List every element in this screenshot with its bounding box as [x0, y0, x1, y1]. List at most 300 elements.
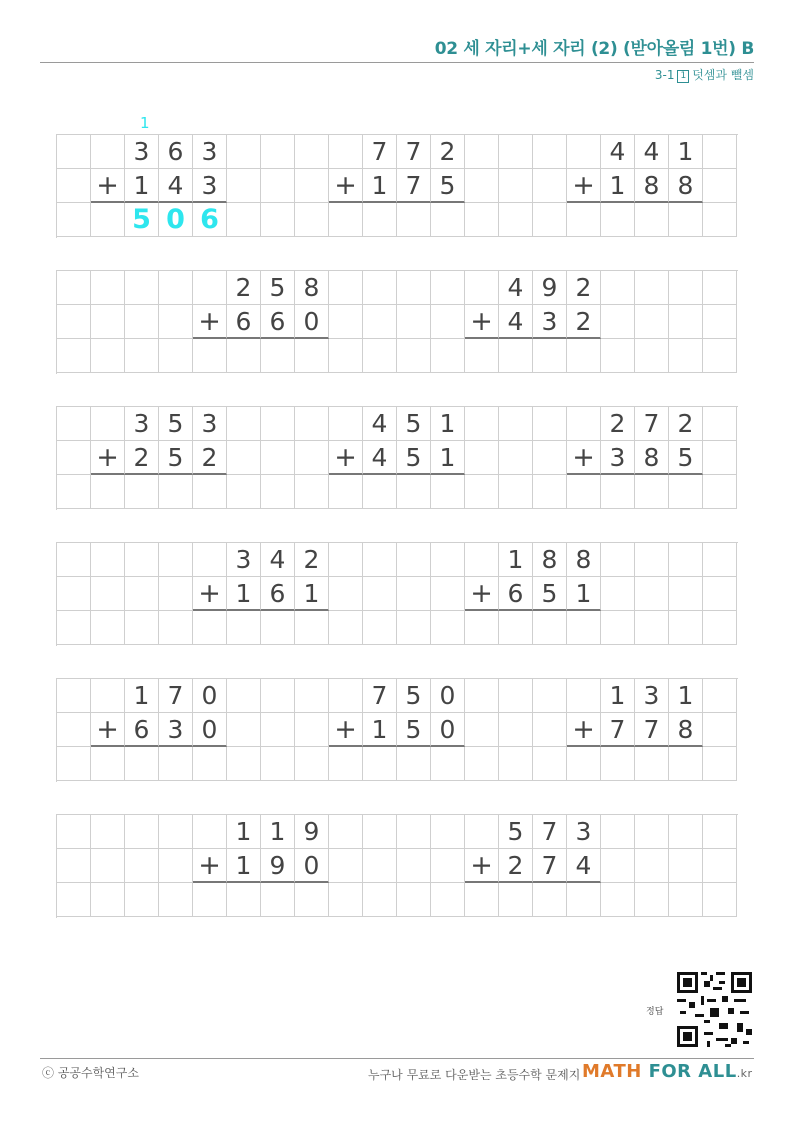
top-digit: 9 [295, 815, 329, 849]
grid-cell [431, 611, 465, 645]
problem-grid [56, 814, 738, 918]
bottom-digit: 3 [193, 169, 227, 203]
grid-cell [601, 611, 635, 645]
answer-cell[interactable] [193, 747, 227, 781]
bottom-digit: 1 [227, 849, 261, 883]
answer-cell[interactable] [125, 747, 159, 781]
grid-cell [57, 713, 91, 747]
top-digit: 3 [193, 135, 227, 169]
answer-cell[interactable] [635, 747, 669, 781]
grid-cell [567, 407, 601, 441]
answer-cell[interactable]: 5 [125, 203, 159, 237]
grid-cell [261, 747, 295, 781]
grid-cell [465, 475, 499, 509]
grid-cell [669, 611, 703, 645]
top-digit: 4 [635, 135, 669, 169]
grid-cell [465, 679, 499, 713]
bottom-digit: 0 [193, 713, 227, 747]
grid-cell [91, 339, 125, 373]
grid-cell [703, 135, 737, 169]
grid-cell [329, 747, 363, 781]
grid-cell [329, 271, 363, 305]
answer-cell[interactable] [397, 203, 431, 237]
grid-cell [227, 135, 261, 169]
top-digit: 2 [431, 135, 465, 169]
grid-cell [635, 883, 669, 917]
grid-cell [329, 135, 363, 169]
top-digit: 7 [533, 815, 567, 849]
answer-cell[interactable] [295, 883, 329, 917]
grid-cell [295, 407, 329, 441]
answer-cell[interactable] [227, 339, 261, 373]
grid-cell [431, 577, 465, 611]
grid-cell [125, 611, 159, 645]
grid-cell [669, 815, 703, 849]
brand-kr: .kr [736, 1067, 753, 1080]
top-digit: 4 [363, 407, 397, 441]
top-digit: 1 [431, 407, 465, 441]
grid-cell [363, 611, 397, 645]
grid-cell [193, 543, 227, 577]
plus-sign: + [91, 713, 125, 747]
grid-cell [635, 577, 669, 611]
plus-sign: + [329, 169, 363, 203]
grid-cell [193, 883, 227, 917]
grid-cell [465, 611, 499, 645]
grid-cell [703, 203, 737, 237]
top-digit: 4 [261, 543, 295, 577]
grid-cell [261, 203, 295, 237]
top-digit: 3 [227, 543, 261, 577]
grid-cell [227, 679, 261, 713]
bottom-digit: 7 [533, 849, 567, 883]
grid-cell [397, 339, 431, 373]
grid-cell [329, 543, 363, 577]
grid-cell [261, 135, 295, 169]
answer-cell[interactable] [261, 883, 295, 917]
top-digit: 1 [499, 543, 533, 577]
answer-cell[interactable] [567, 339, 601, 373]
answer-cell[interactable] [635, 475, 669, 509]
grid-cell [125, 543, 159, 577]
bottom-digit: 1 [227, 577, 261, 611]
bottom-digit: 1 [567, 577, 601, 611]
answer-cell[interactable] [499, 611, 533, 645]
top-digit: 1 [261, 815, 295, 849]
problem-grid [56, 134, 738, 238]
bottom-digit: 8 [635, 169, 669, 203]
grid-cell [635, 305, 669, 339]
grid-cell [91, 543, 125, 577]
top-digit: 7 [363, 135, 397, 169]
grid-cell [499, 747, 533, 781]
answer-cell[interactable] [159, 747, 193, 781]
top-digit: 7 [159, 679, 193, 713]
grid-cell [329, 679, 363, 713]
grid-cell [295, 441, 329, 475]
grid-cell [159, 611, 193, 645]
grid-cell [703, 169, 737, 203]
grid-cell [669, 339, 703, 373]
grid-cell [91, 883, 125, 917]
grid-cell [193, 611, 227, 645]
bottom-digit: 1 [363, 169, 397, 203]
grid-cell [159, 543, 193, 577]
grid-cell [91, 577, 125, 611]
grid-cell [703, 305, 737, 339]
answer-cell[interactable] [193, 475, 227, 509]
grid-cell [329, 407, 363, 441]
grid-cell [635, 611, 669, 645]
unit-name: 덧셈과 뺄셈 [692, 68, 754, 82]
bottom-digit: 3 [533, 305, 567, 339]
grid-cell [397, 271, 431, 305]
grid-cell [601, 577, 635, 611]
grid-cell [295, 169, 329, 203]
grid-cell [91, 747, 125, 781]
answer-cell[interactable] [159, 475, 193, 509]
bottom-digit: 6 [261, 305, 295, 339]
grid-cell [57, 407, 91, 441]
answer-cell[interactable] [295, 611, 329, 645]
plus-sign: + [567, 169, 601, 203]
grid-cell [499, 169, 533, 203]
plus-sign: + [465, 849, 499, 883]
grid-cell [465, 135, 499, 169]
grid-cell [125, 849, 159, 883]
answer-cell[interactable] [567, 611, 601, 645]
grid-cell [295, 135, 329, 169]
grid-cell [669, 883, 703, 917]
grid-cell [635, 339, 669, 373]
grid-cell [329, 475, 363, 509]
grid-cell [669, 305, 703, 339]
answer-cell[interactable] [295, 339, 329, 373]
answer-cell[interactable]: 0 [159, 203, 193, 237]
grid-cell [295, 713, 329, 747]
plus-sign: + [465, 577, 499, 611]
bottom-digit: 7 [601, 713, 635, 747]
plus-sign: + [329, 713, 363, 747]
bottom-digit: 1 [601, 169, 635, 203]
answer-cell[interactable] [499, 883, 533, 917]
grid-cell [91, 203, 125, 237]
grid-cell [57, 747, 91, 781]
bottom-digit: 8 [669, 713, 703, 747]
grid-cell [533, 407, 567, 441]
answer-cell[interactable] [601, 203, 635, 237]
grid-cell [91, 407, 125, 441]
bottom-digit: 2 [499, 849, 533, 883]
bottom-digit: 5 [159, 441, 193, 475]
grid-cell [159, 883, 193, 917]
grid-cell [329, 849, 363, 883]
answer-cell[interactable] [669, 203, 703, 237]
top-digit: 7 [397, 135, 431, 169]
answer-cell[interactable] [363, 747, 397, 781]
top-digit: 2 [601, 407, 635, 441]
grid-cell [193, 815, 227, 849]
grid-cell [465, 815, 499, 849]
header-divider [40, 62, 754, 63]
plus-sign: + [91, 441, 125, 475]
grid-cell [465, 747, 499, 781]
grid-cell [261, 441, 295, 475]
bottom-digit: 6 [499, 577, 533, 611]
grid-cell [329, 577, 363, 611]
grid-cell [703, 849, 737, 883]
top-digit: 1 [125, 679, 159, 713]
grid-cell [533, 135, 567, 169]
bottom-digit: 5 [533, 577, 567, 611]
bottom-digit: 5 [397, 441, 431, 475]
grid-cell [159, 577, 193, 611]
grid-cell [125, 883, 159, 917]
top-digit: 8 [295, 271, 329, 305]
grid-cell [363, 271, 397, 305]
grid-cell [329, 815, 363, 849]
grid-cell [703, 611, 737, 645]
grid-cell [635, 271, 669, 305]
bottom-digit: 6 [125, 713, 159, 747]
answer-cell[interactable] [669, 475, 703, 509]
grid-cell [601, 271, 635, 305]
grid-cell [499, 441, 533, 475]
top-digit: 2 [227, 271, 261, 305]
answer-cell[interactable] [227, 883, 261, 917]
brand-forall: FOR ALL [648, 1061, 737, 1082]
plus-sign: + [193, 577, 227, 611]
grid-cell [57, 883, 91, 917]
grid-cell [601, 815, 635, 849]
grid-cell [601, 339, 635, 373]
copyright-text: ⓒ 공공수학연구소 [42, 1066, 139, 1080]
plus-sign: + [567, 441, 601, 475]
answer-cell[interactable] [601, 747, 635, 781]
grid-cell [397, 815, 431, 849]
grid-cell [465, 169, 499, 203]
grid-cell [159, 849, 193, 883]
top-digit: 0 [193, 679, 227, 713]
grid-cell [261, 169, 295, 203]
answer-cell[interactable] [601, 475, 635, 509]
answer-qr-label: 정답 [646, 1007, 664, 1017]
grid-cell [329, 203, 363, 237]
grid-cell [363, 815, 397, 849]
answer-cell[interactable] [363, 203, 397, 237]
grid-cell [533, 169, 567, 203]
grid-cell [703, 747, 737, 781]
answer-cell[interactable] [533, 883, 567, 917]
grid-cell [57, 577, 91, 611]
problem-grid [56, 542, 738, 646]
grid-cell [703, 475, 737, 509]
grid-cell [91, 271, 125, 305]
top-digit: 4 [601, 135, 635, 169]
answer-cell[interactable] [397, 475, 431, 509]
answer-cell[interactable]: 6 [193, 203, 227, 237]
grid-cell [397, 611, 431, 645]
grid-cell [397, 577, 431, 611]
grid-cell [567, 679, 601, 713]
grid-cell [57, 271, 91, 305]
answer-cell[interactable] [533, 611, 567, 645]
grid-cell [601, 305, 635, 339]
top-digit: 9 [533, 271, 567, 305]
top-digit: 3 [193, 407, 227, 441]
grid-cell [431, 543, 465, 577]
answer-cell[interactable] [431, 203, 465, 237]
grid-cell [57, 135, 91, 169]
grid-cell [57, 305, 91, 339]
grid-cell [601, 883, 635, 917]
answer-cell[interactable] [499, 339, 533, 373]
grid-cell [431, 815, 465, 849]
grid-cell [227, 713, 261, 747]
top-digit: 8 [567, 543, 601, 577]
bottom-digit: 6 [261, 577, 295, 611]
grid-cell [363, 883, 397, 917]
top-digit: 1 [669, 679, 703, 713]
grid-cell [125, 271, 159, 305]
unit-label [655, 66, 754, 83]
answer-cell[interactable] [363, 475, 397, 509]
grid-cell [533, 475, 567, 509]
top-digit: 3 [125, 407, 159, 441]
answer-cell[interactable] [669, 747, 703, 781]
grid-cell [193, 271, 227, 305]
carry-digit: 1 [140, 114, 150, 132]
problem-grid [56, 406, 738, 510]
top-digit: 7 [635, 407, 669, 441]
answer-cell[interactable] [227, 611, 261, 645]
grid-cell [91, 305, 125, 339]
top-digit: 2 [669, 407, 703, 441]
bottom-digit: 6 [227, 305, 261, 339]
answer-cell[interactable] [261, 611, 295, 645]
grid-cell [125, 577, 159, 611]
top-digit: 8 [533, 543, 567, 577]
plus-sign: + [193, 849, 227, 883]
grid-cell [431, 305, 465, 339]
plus-sign: + [91, 169, 125, 203]
answer-cell[interactable] [635, 203, 669, 237]
grid-cell [431, 883, 465, 917]
grade-label: 3-1 [654, 68, 675, 82]
bottom-digit: 4 [567, 849, 601, 883]
grid-cell [499, 407, 533, 441]
grid-cell [57, 849, 91, 883]
bottom-digit: 2 [193, 441, 227, 475]
top-digit: 1 [601, 679, 635, 713]
top-digit: 3 [125, 135, 159, 169]
grid-cell [601, 849, 635, 883]
top-digit: 1 [669, 135, 703, 169]
grid-cell [295, 747, 329, 781]
bottom-digit: 1 [363, 713, 397, 747]
top-digit: 5 [159, 407, 193, 441]
grid-cell [465, 441, 499, 475]
grid-cell [227, 475, 261, 509]
problem-grid [56, 270, 738, 374]
grid-cell [193, 339, 227, 373]
bottom-digit: 7 [635, 713, 669, 747]
answer-cell[interactable] [125, 475, 159, 509]
grid-cell [703, 339, 737, 373]
grid-cell [499, 135, 533, 169]
answer-cell[interactable] [431, 475, 465, 509]
bottom-digit: 0 [431, 713, 465, 747]
grid-cell [499, 203, 533, 237]
top-digit: 5 [261, 271, 295, 305]
grid-cell [465, 407, 499, 441]
grid-cell [329, 305, 363, 339]
grid-cell [159, 305, 193, 339]
answer-qr-code[interactable] [677, 972, 752, 1047]
grid-cell [703, 271, 737, 305]
grid-cell [295, 475, 329, 509]
grid-cell [91, 849, 125, 883]
grid-cell [499, 713, 533, 747]
page-title: 02 세 자리+세 자리 (2) (받아올림 1번) B [434, 39, 754, 59]
grid-cell [669, 577, 703, 611]
grid-cell [669, 271, 703, 305]
answer-cell[interactable] [261, 339, 295, 373]
grid-cell [465, 339, 499, 373]
grid-cell [57, 543, 91, 577]
grid-cell [465, 713, 499, 747]
grid-cell [125, 339, 159, 373]
answer-cell[interactable] [533, 339, 567, 373]
grid-cell [703, 407, 737, 441]
grid-cell [703, 713, 737, 747]
grid-cell [295, 679, 329, 713]
bottom-digit: 3 [159, 713, 193, 747]
grid-cell [465, 271, 499, 305]
bottom-digit: 5 [669, 441, 703, 475]
top-digit: 3 [635, 679, 669, 713]
grid-cell [431, 271, 465, 305]
answer-cell[interactable] [397, 747, 431, 781]
grid-cell [703, 543, 737, 577]
bottom-digit: 1 [125, 169, 159, 203]
grid-cell [601, 543, 635, 577]
bottom-digit: 1 [431, 441, 465, 475]
grid-cell [227, 747, 261, 781]
top-digit: 4 [499, 271, 533, 305]
grid-cell [261, 713, 295, 747]
grid-cell [397, 543, 431, 577]
grid-cell [397, 883, 431, 917]
grid-cell [703, 577, 737, 611]
grid-cell [703, 883, 737, 917]
grid-cell [635, 815, 669, 849]
answer-cell[interactable] [567, 883, 601, 917]
grid-cell [533, 747, 567, 781]
bottom-digit: 3 [601, 441, 635, 475]
brand-logo[interactable] [582, 1061, 753, 1082]
bottom-digit: 4 [499, 305, 533, 339]
bottom-digit: 2 [567, 305, 601, 339]
grid-cell [227, 203, 261, 237]
bottom-digit: 2 [125, 441, 159, 475]
bottom-digit: 5 [431, 169, 465, 203]
grid-cell [91, 135, 125, 169]
answer-cell[interactable] [431, 747, 465, 781]
grid-cell [159, 339, 193, 373]
bottom-digit: 1 [295, 577, 329, 611]
plus-sign: + [329, 441, 363, 475]
